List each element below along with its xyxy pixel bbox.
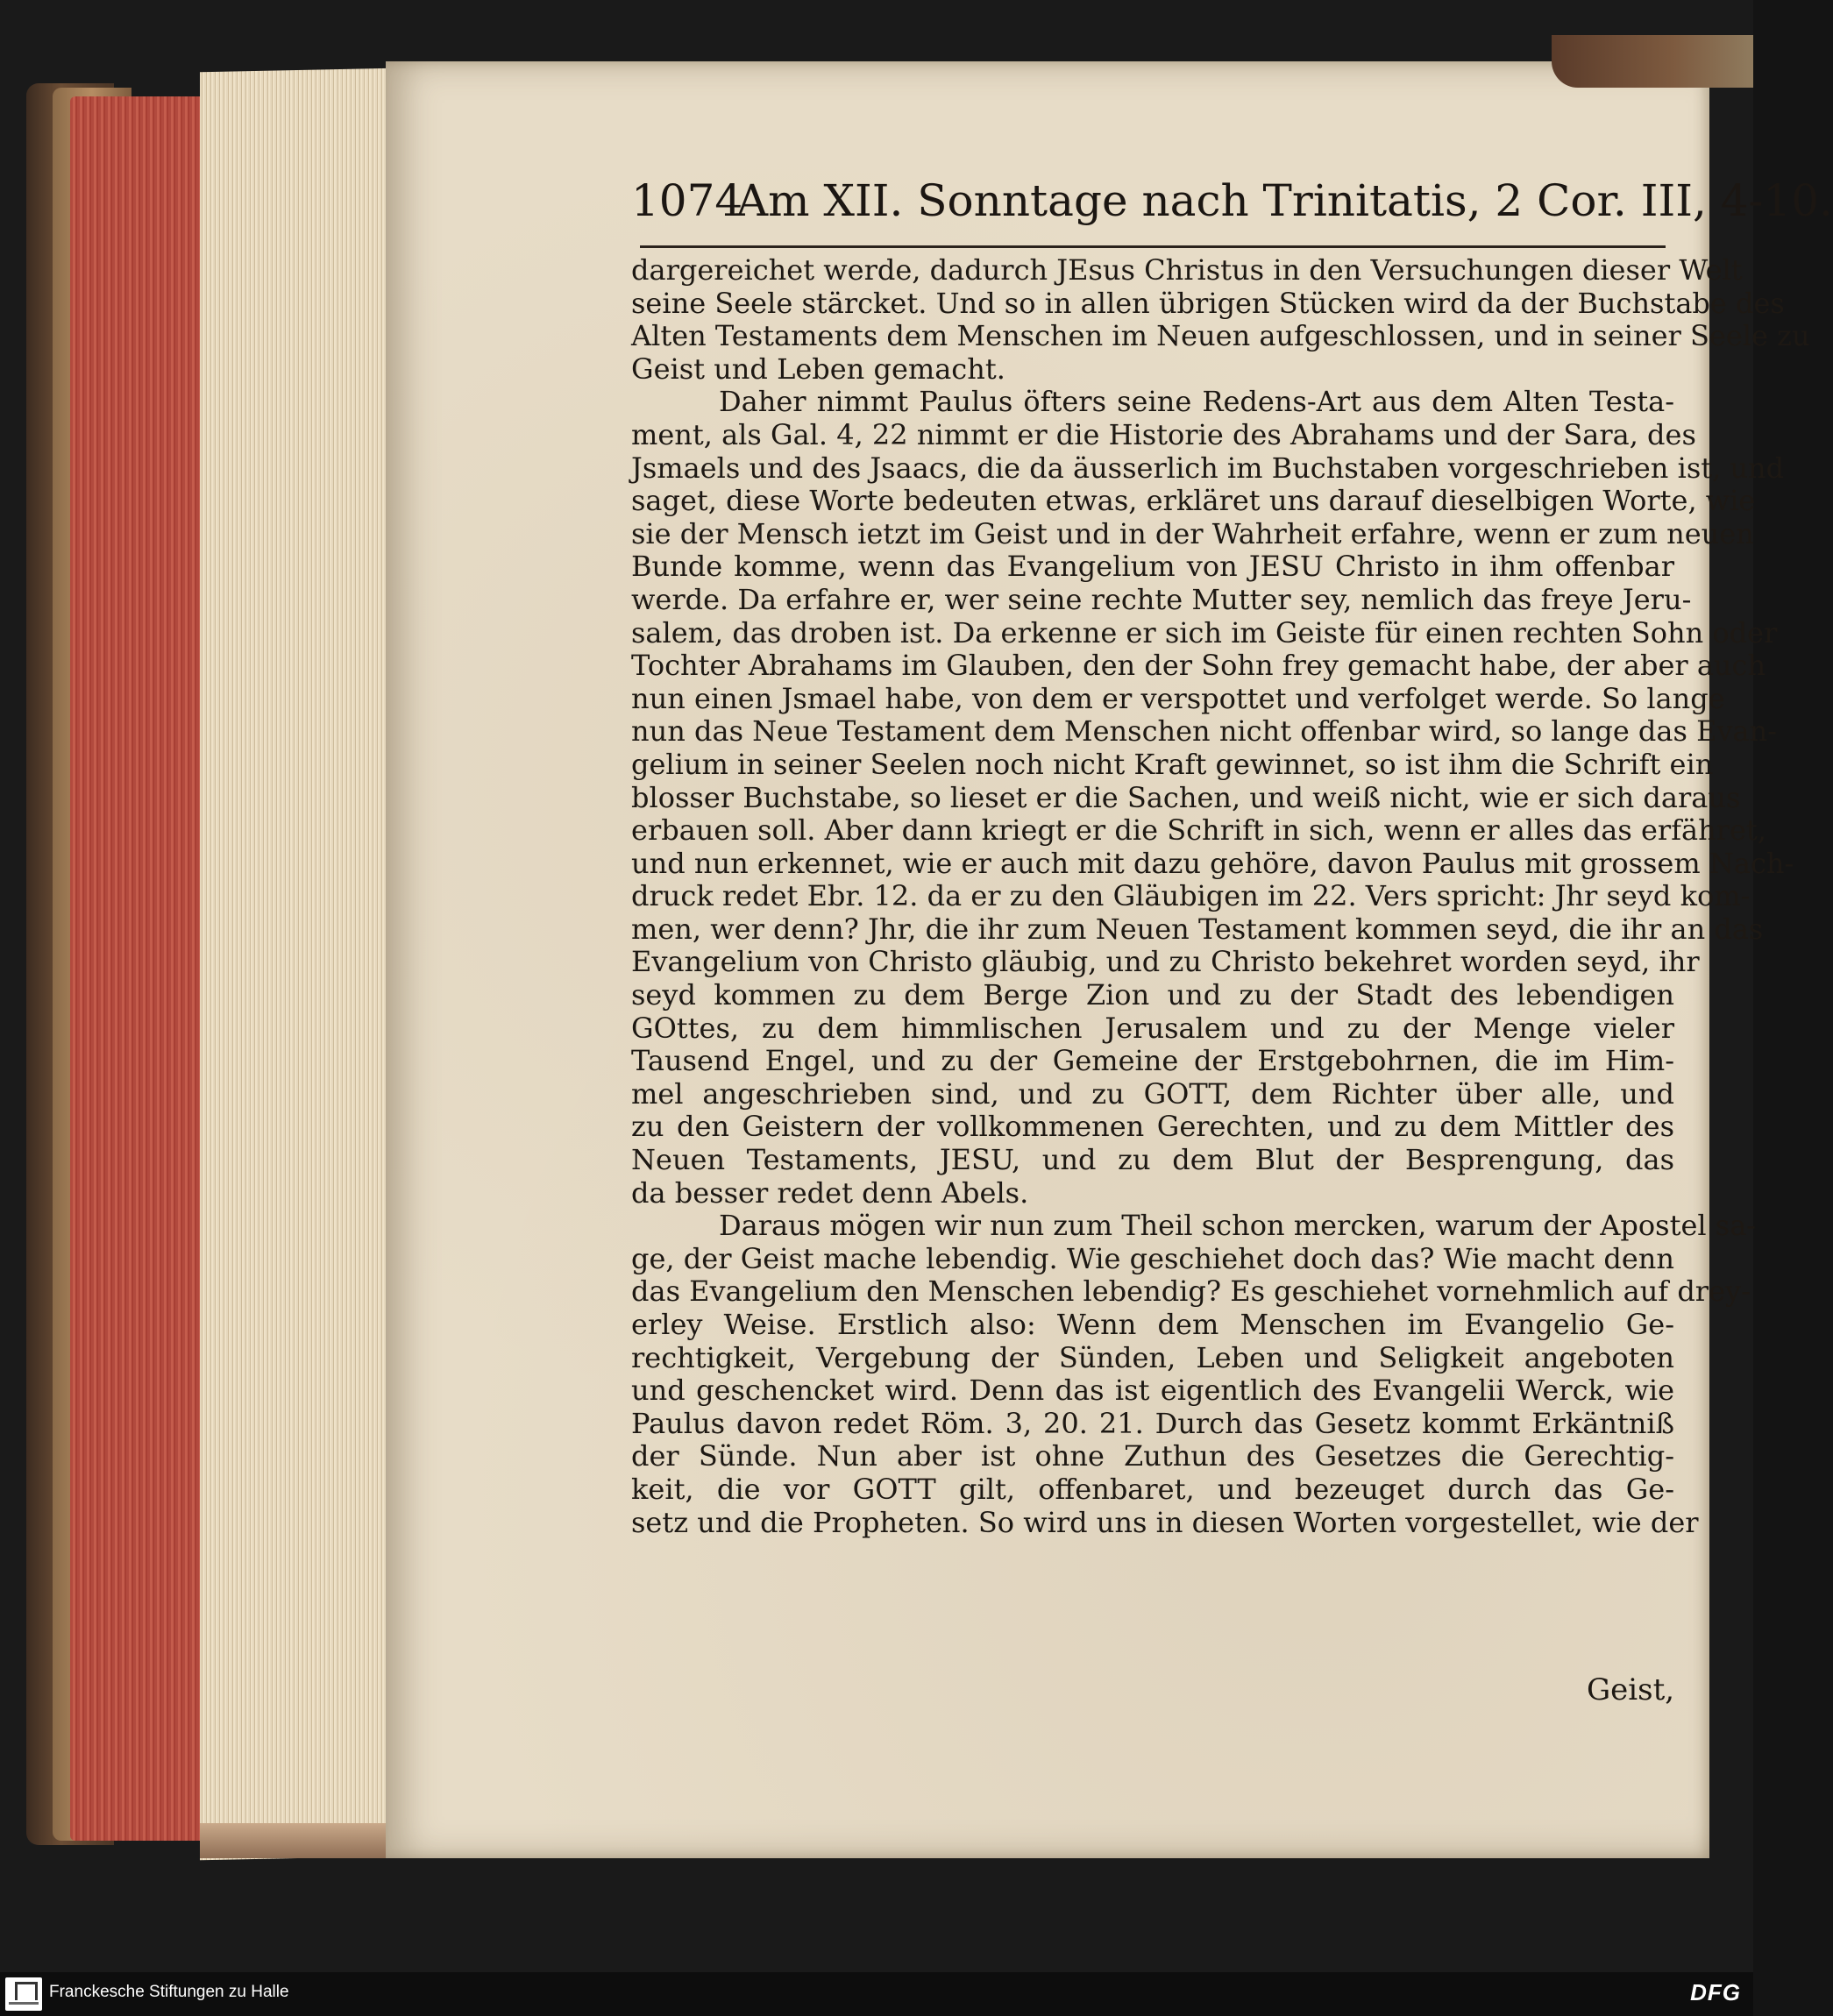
running-title: Am XII. Sonntage nach Trinitatis, 2 Cor. III, 4-10.	[736, 175, 1833, 226]
text-line: keit, die vor GOTT gilt, offenbaret, und bezeuget durch das Ge-	[631, 1472, 1674, 1506]
text-line: Tochter Abrahams im Glauben, den der Sohn frey gemacht habe, der aber auch	[631, 649, 1766, 683]
text-line: und nun erkennet, wie er auch mit dazu gehöre, davon Paulus mit grossem Nach-	[631, 846, 1794, 880]
text-line: Bunde komme, wenn das Evangelium von JESU Christo in ihm offenbar	[631, 550, 1674, 584]
text-line: der Sünde. Nun aber ist ohne Zuthun des Gesetzes die Gerechtig-	[631, 1439, 1674, 1473]
text-line: werde. Da erfahre er, wer seine rechte Mutter sey, nemlich das freye Jeru-	[631, 582, 1692, 616]
text-line: Jsmaels und des Jsaacs, die da äusserlich im Buchstaben vorgeschrieben ist, und	[631, 451, 1785, 485]
text-line: druck redet Ebr. 12. da er zu den Gläubigen im 22. Vers spricht: Jhr seyd kom-	[631, 879, 1751, 913]
page-stack	[200, 68, 393, 1861]
text-line: blosser Buchstabe, so lieset er die Sachen, und weiß nicht, wie er sich daraus	[631, 780, 1741, 814]
text-line: ment, als Gal. 4, 22 nimmt er die Historie des Abrahams und der Sara, des	[631, 417, 1696, 451]
text-line: salem, das droben ist. Da erkenne er sich im Geiste für einen rechten Sohn oder	[631, 615, 1778, 650]
text-block	[631, 253, 1810, 1539]
text-line: erley Weise. Erstlich also: Wenn dem Menschen im Evangelio Ge-	[631, 1308, 1674, 1341]
text-line: mel angeschrieben sind, und zu GOTT, dem Richter über alle, und	[631, 1076, 1674, 1111]
viewer-footer	[0, 1972, 1753, 2016]
text-line: Alten Testaments dem Menschen im Neuen aufgeschlossen, und in seiner Seele zu	[631, 319, 1810, 353]
catchword: Geist,	[1587, 1672, 1675, 1707]
text-line: rechtigkeit, Vergebung der Sünden, Leben und Seligkeit angeboten	[631, 1340, 1674, 1374]
dfg-badge: DFG	[1690, 1979, 1741, 2005]
text-line: nun einen Jsmael habe, von dem er verspottet und verfolget werde. So lange	[631, 681, 1725, 715]
text-line: ge, der Geist mache lebendig. Wie geschiehet doch das? Wie macht denn	[631, 1241, 1674, 1275]
text-line: saget, diese Worte bedeuten etwas, erkläret uns darauf dieselbigen Worte, wie	[631, 484, 1756, 518]
text-line: gelium in seiner Seelen noch nicht Kraft gewinnet, so ist ihm die Schrift ein	[631, 747, 1714, 781]
institution-name: Franckesche Stiftungen zu Halle	[49, 1983, 289, 2001]
text-line: Paulus davon redet Röm. 3, 20. 21. Durch das Gesetz kommt Erkäntniß	[631, 1406, 1674, 1440]
text-line: GOttes, zu dem himmlischen Jerusalem und zu der Menge vieler	[631, 1011, 1674, 1045]
text-line: Neuen Testaments, JESU, und zu dem Blut der Besprengung, das	[631, 1143, 1674, 1177]
text-line: setz und die Propheten. So wird uns in diesen Worten vorgestellet, wie der	[631, 1505, 1699, 1539]
text-line: Daraus mögen wir nun zum Theil schon mercken, warum der Apostel sa-	[719, 1209, 1757, 1243]
text-line: men, wer denn? Jhr, die ihr zum Neuen Testament kommen seyd, die ihr an das	[631, 912, 1764, 946]
text-line: das Evangelium den Menschen lebendig? Es geschiehet vornehmlich auf drey-	[631, 1274, 1751, 1309]
text-line: da besser redet denn Abels.	[631, 1175, 1029, 1210]
text-line: zu den Geistern der vollkommenen Gerechten, und zu dem Mittler des	[631, 1110, 1674, 1144]
red-page-edge	[70, 96, 202, 1841]
text-line: sie der Mensch ietzt im Geist und in der Wahrheit erfahre, wenn er zum neuen	[631, 516, 1754, 550]
text-line: und geschencket wird. Denn das ist eigentlich des Evangelii Werck, wie	[631, 1374, 1674, 1408]
text-line: seyd kommen zu dem Berge Zion und zu der Stadt des lebendigen	[631, 978, 1674, 1012]
text-line: Daher nimmt Paulus öfters seine Redens-Art aus dem Alten Testa-	[719, 385, 1674, 419]
page-stack-bottom	[200, 1823, 401, 1858]
page-number: 1074	[631, 175, 743, 226]
institution-logo-icon	[5, 1977, 42, 2011]
binding-corner	[1552, 35, 1753, 88]
text-line: erbauen soll. Aber dann kriegt er die Schrift in sich, wenn er alles das erfähret,	[631, 813, 1766, 848]
text-line: Evangelium von Christo gläubig, und zu Christo bekehret worden seyd, ihr	[631, 945, 1700, 979]
text-line: nun das Neue Testament dem Menschen nicht offenbar wird, so lange das Evan-	[631, 714, 1778, 749]
header-rule	[640, 245, 1666, 248]
text-line: Tausend Engel, und zu der Gemeine der Erstgebohrnen, die im Him-	[631, 1044, 1674, 1078]
text-line: Geist und Leben gemacht.	[631, 351, 1005, 386]
text-line: dargereichet werde, dadurch JEsus Christus in den Versuchungen dieser Welt	[631, 253, 1743, 287]
text-line: seine Seele stärcket. Und so in allen übrigen Stücken wird da der Buchstabe des	[631, 286, 1785, 320]
running-header	[631, 175, 1833, 237]
